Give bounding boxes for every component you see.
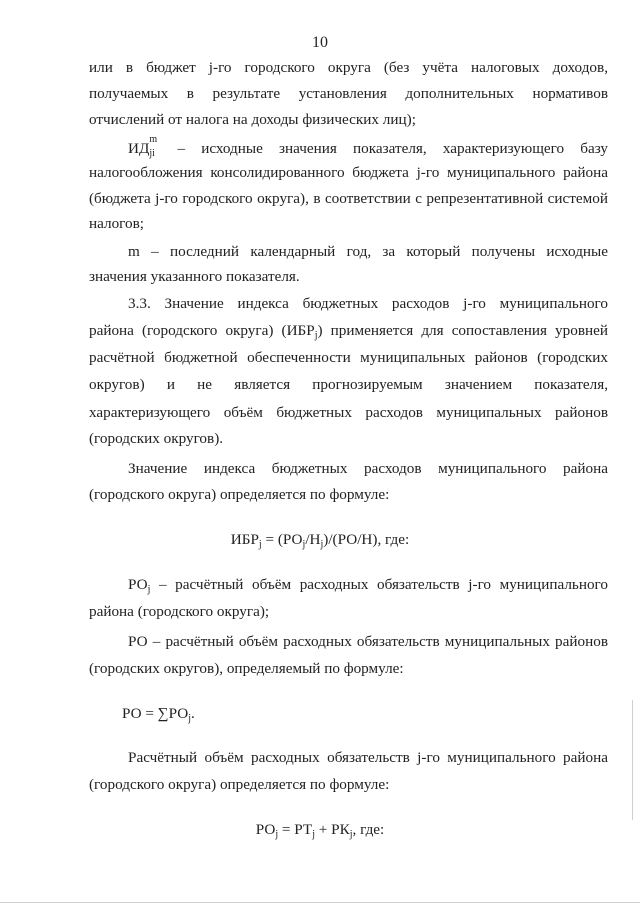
text-line: получаемых в результате установления дополнительных нормативов — [89, 85, 608, 102]
formula-part: ИБР — [230, 531, 259, 548]
text-line: 3.3. Значение индекса бюджетных расходов j-го муниципального — [128, 295, 608, 312]
text-run: – расчётный объём расходных обязательств j-го муниципального — [150, 576, 608, 593]
text-line: (городского округа) определяется по формуле: — [89, 776, 390, 793]
text-run: района (городского округа) (ИБР — [89, 322, 315, 339]
text-line: m – последний календарный год, за который получены исходные — [128, 243, 608, 260]
text-line — [128, 134, 608, 159]
subscript: j — [302, 539, 306, 550]
text-line: налогов; — [89, 215, 145, 232]
superscript: m — [149, 134, 158, 145]
text-line: (бюджета j-го городского округа), в соответствии с репрезентативной системой — [89, 190, 608, 207]
subscript: ji — [149, 148, 155, 159]
formula-part: = (РО — [261, 531, 303, 548]
text-line: Расчётный объём расходных обязательств j-го муниципального района — [128, 749, 608, 766]
scan-edge-right — [632, 700, 633, 820]
text-line: (городских округов), определяемый по формуле: — [89, 660, 404, 677]
text-line: налогообложения консолидированного бюджета j-го муниципального района — [89, 164, 608, 181]
text-line: района (городского округа); — [89, 603, 270, 620]
formula-part: . — [190, 705, 195, 722]
text-line: значения указанного показателя. — [89, 268, 300, 285]
formula-part: /Н — [305, 531, 321, 548]
formula-ro-sum — [122, 704, 422, 724]
formula-part: = РТ — [278, 821, 313, 838]
subscript: j — [320, 539, 324, 550]
subscript: j — [258, 539, 262, 550]
text-run: РО — [128, 576, 148, 593]
text-line: характеризующего объём бюджетных расходов муниципальных районов — [89, 404, 608, 421]
text-line: отчислений от налога на доходы физических лиц); — [89, 111, 416, 128]
text-run: ) применяется для сопоставления уровней — [317, 322, 608, 339]
page-number: 10 — [312, 34, 328, 51]
subscript: j — [147, 584, 151, 595]
text-line: округов) и не является прогнозируемым значением показателя, — [89, 376, 608, 393]
formula-part: )/(РО/Н), где: — [323, 531, 410, 548]
variable-indices — [149, 134, 161, 159]
formula-part: РО = ∑РО — [122, 705, 189, 722]
formula-ro-j — [0, 820, 640, 840]
text-line: (городского округа) определяется по формуле: — [89, 486, 390, 503]
text-line: РО – расчётный объём расходных обязательств муниципальных районов — [128, 633, 608, 650]
subscript: j — [312, 829, 315, 840]
formula-ibr — [0, 530, 640, 550]
subscript: j — [314, 330, 318, 341]
variable-symbol: ИД — [128, 140, 150, 157]
scan-edge-bottom — [0, 902, 640, 903]
text-line: Значение индекса бюджетных расходов муниципального района — [128, 460, 608, 477]
text-line — [128, 575, 608, 595]
text-line — [89, 321, 608, 341]
text-line: или в бюджет j-го городского округа (без учёта налоговых доходов, — [89, 59, 608, 76]
text-run: – исходные значения показателя, характеризующего базу — [161, 140, 608, 157]
formula-part: + РК — [314, 821, 350, 838]
subscript: j — [188, 713, 191, 724]
formula-part: РО — [255, 821, 276, 838]
subscript: j — [349, 829, 353, 840]
formula-part: , где: — [352, 821, 385, 838]
text-line: (городских округов). — [89, 430, 224, 447]
subscript: j — [275, 829, 279, 840]
text-line: расчётной бюджетной обеспеченности муниципальных районов (городских — [89, 349, 608, 366]
